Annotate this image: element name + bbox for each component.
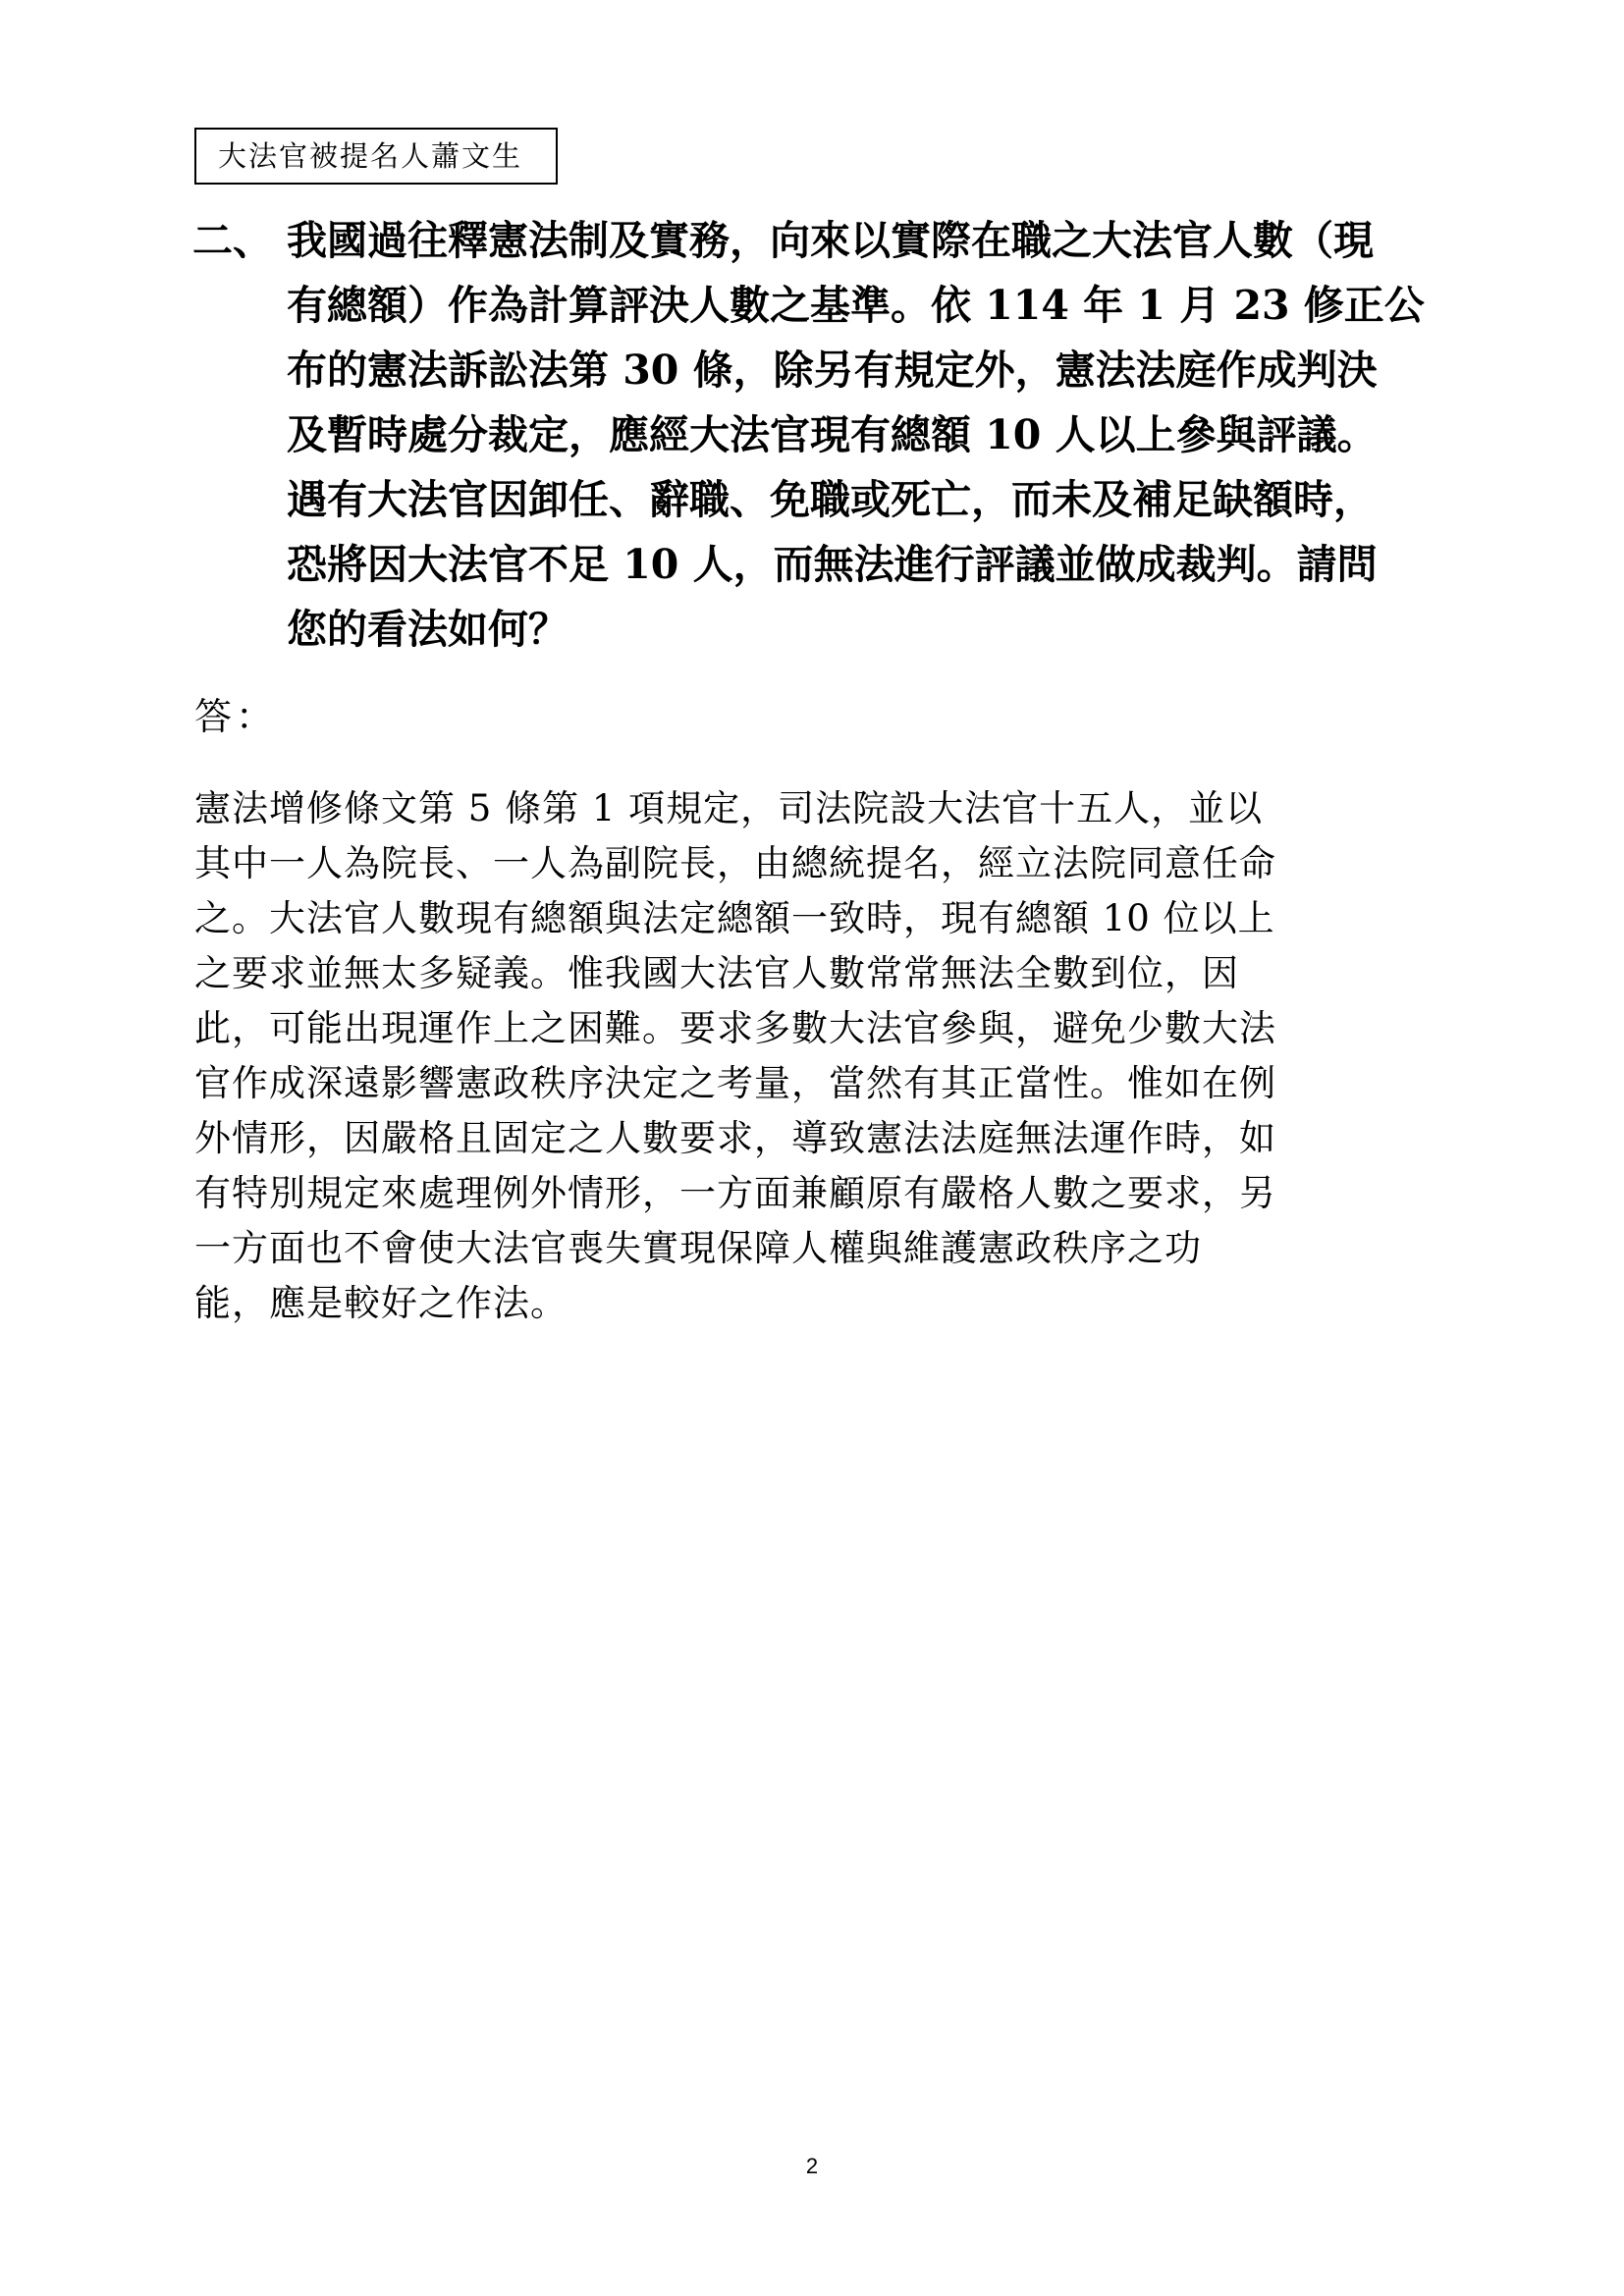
answer-line: 此，可能出現運作上之困難。要求多數大法官參與，避免少數大法 [194, 1007, 1276, 1049]
question-line: 恐將因大法官不足 10 人，而無法進行評議並做成裁判。請問 [287, 541, 1378, 588]
answer-label: 答： [194, 695, 278, 738]
answer-line: 其中一人為院長、一人為副院長，由總統提名，經立法院同意任命 [194, 842, 1276, 884]
answer-line: 外情形，因嚴格且固定之人數要求，導致憲法法庭無法運作時，如 [194, 1117, 1276, 1159]
question-line: 及暫時處分裁定，應經大法官現有總額 10 人以上參與評議。 [287, 411, 1378, 458]
question-line: 二、 我國過往釋憲法制及實務，向來以實際在職之大法官人數（現 [192, 208, 1449, 273]
question-line: 遇有大法官因卸任、辭職、免職或死亡，而未及補足缺額時， [287, 476, 1374, 523]
nominee-label: 大法官被提名人蕭文生 [194, 128, 558, 185]
question-line: 您的看法如何？ [287, 606, 568, 653]
answer-line: 之。大法官人數現有總額與法定總額一致時，現有總額 10 位以上 [194, 897, 1275, 939]
answer-line: 之要求並無太多疑義。惟我國大法官人數常常無法全數到位，因 [194, 952, 1239, 994]
answer-line: 一方面也不會使大法官喪失實現保障人權與維護憲政秩序之功 [194, 1227, 1202, 1269]
answer-line: 憲法增修條文第 5 條第 1 項規定，司法院設大法官十五人，並以 [194, 787, 1264, 829]
question-number: 二、 [192, 217, 273, 264]
answer-line: 能，應是較好之作法。 [194, 1282, 568, 1324]
question-line: 有總額）作為計算評決人數之基準。依 114 年 1 月 23 修正公 [287, 282, 1425, 329]
answer-line: 有特別規定來處理例外情形，一方面兼顧原有嚴格人數之要求，另 [194, 1172, 1276, 1214]
question-block [192, 208, 1449, 662]
answer-body [194, 781, 1441, 1331]
page-number: 2 [805, 2154, 819, 2178]
question-line: 布的憲法訴訟法第 30 條，除另有規定外，憲法法庭作成判決 [287, 347, 1378, 394]
answer-line: 官作成深遠影響憲政秩序決定之考量，當然有其正當性。惟如在例 [194, 1062, 1276, 1104]
